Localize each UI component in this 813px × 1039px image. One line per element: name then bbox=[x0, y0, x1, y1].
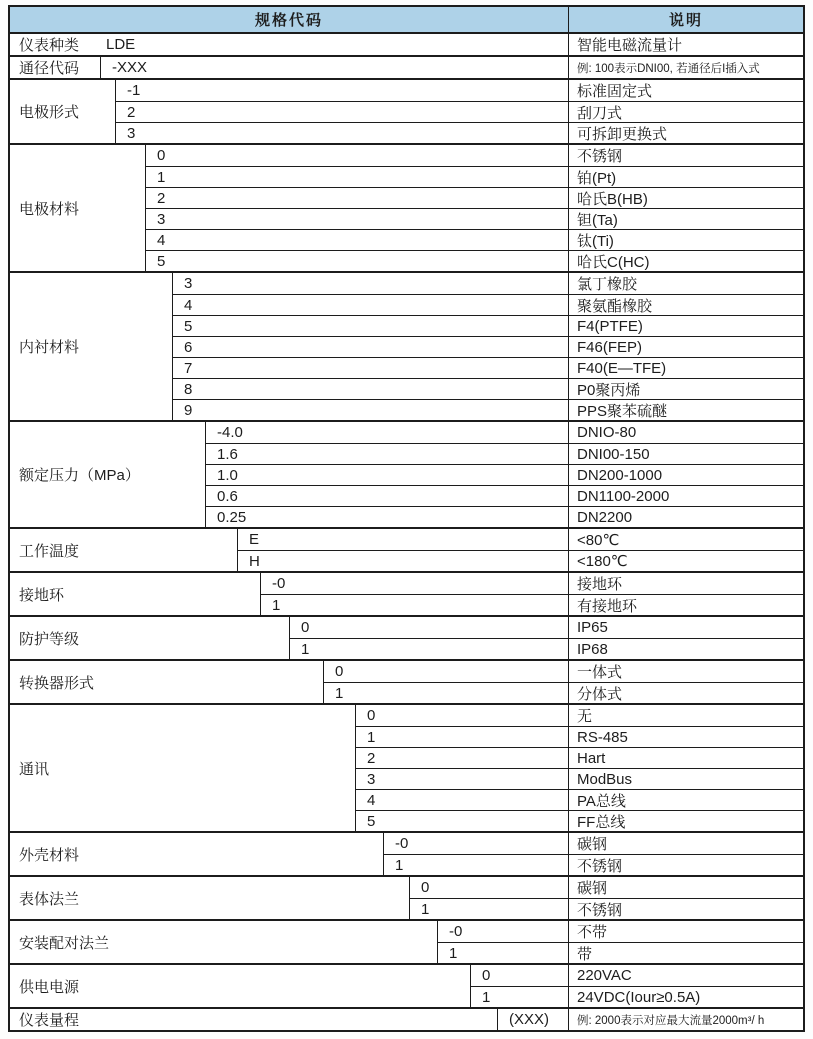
table-body bbox=[10, 34, 803, 1030]
group-label: 安装配对法兰 bbox=[19, 934, 110, 952]
code-cell: 1 bbox=[145, 167, 568, 187]
spec-group bbox=[10, 875, 803, 919]
table-row bbox=[115, 80, 803, 101]
code-cell: 7 bbox=[172, 358, 568, 378]
description-cell: PPS聚苯硫醚 bbox=[568, 400, 803, 420]
group-label: 通径代码 bbox=[19, 60, 80, 77]
code-cell: 2 bbox=[355, 748, 568, 768]
description-cell: IP65 bbox=[568, 617, 803, 638]
table-row bbox=[355, 810, 803, 831]
description-cell: 不锈钢 bbox=[568, 145, 803, 166]
code-cell: 5 bbox=[172, 316, 568, 336]
table-row bbox=[323, 682, 803, 703]
code-cell: E bbox=[237, 529, 568, 550]
spec-group bbox=[10, 615, 803, 659]
description-cell: 分体式 bbox=[568, 683, 803, 703]
table-row bbox=[260, 594, 803, 615]
group-label: 电极形式 bbox=[19, 104, 80, 121]
table-row bbox=[172, 336, 803, 357]
table-row bbox=[355, 726, 803, 747]
spec-group bbox=[10, 143, 803, 271]
code-cell: 0 bbox=[145, 145, 568, 166]
group-label: 电极材料 bbox=[19, 200, 80, 218]
description-cell: 有接地环 bbox=[568, 595, 803, 615]
code-cell: 1 bbox=[470, 987, 568, 1007]
code-cell: 4 bbox=[172, 295, 568, 315]
spec-group bbox=[10, 527, 803, 571]
table-row bbox=[323, 661, 803, 682]
code-cell: -1 bbox=[115, 80, 568, 101]
group-label: 外壳材料 bbox=[19, 846, 80, 864]
code-cell: 4 bbox=[145, 230, 568, 250]
spec-group bbox=[10, 34, 803, 55]
table-row bbox=[145, 145, 803, 166]
table-row bbox=[172, 273, 803, 294]
table-header-row bbox=[10, 7, 803, 34]
code-cell: 9 bbox=[172, 400, 568, 420]
code-cell: 0 bbox=[409, 877, 568, 898]
description-cell: DNIO-80 bbox=[568, 422, 803, 443]
group-rows bbox=[289, 617, 803, 659]
table-row bbox=[470, 986, 803, 1007]
group-label: 通讯 bbox=[19, 760, 50, 778]
group-rows bbox=[409, 877, 803, 919]
spec-group bbox=[10, 420, 803, 527]
table-row bbox=[289, 617, 803, 638]
table-row bbox=[100, 34, 803, 55]
table-row bbox=[409, 877, 803, 898]
description-cell: F4(PTFE) bbox=[568, 316, 803, 336]
group-rows bbox=[115, 80, 803, 143]
code-cell: 1 bbox=[355, 727, 568, 747]
spec-group bbox=[10, 1007, 803, 1030]
table-row bbox=[172, 399, 803, 420]
description-cell: F40(E—TFE) bbox=[568, 358, 803, 378]
code-cell: 3 bbox=[172, 273, 568, 294]
group-label: 表体法兰 bbox=[19, 890, 80, 908]
group-label: 仪表种类 bbox=[19, 37, 80, 54]
description-cell: 钽(Ta) bbox=[568, 209, 803, 229]
group-rows bbox=[323, 661, 803, 703]
table-row bbox=[437, 921, 803, 942]
group-label: 工作温度 bbox=[19, 542, 80, 560]
code-cell: -XXX bbox=[100, 57, 568, 78]
code-cell: 1 bbox=[260, 595, 568, 615]
code-cell: 5 bbox=[355, 811, 568, 831]
description-cell: 聚氨酯橡胶 bbox=[568, 295, 803, 315]
group-rows bbox=[100, 34, 803, 55]
spec-code-table bbox=[8, 5, 805, 1032]
table-row bbox=[409, 898, 803, 919]
code-cell: 0.6 bbox=[205, 486, 568, 506]
code-cell: 3 bbox=[355, 769, 568, 789]
description-cell: DN200-1000 bbox=[568, 465, 803, 485]
code-cell: 6 bbox=[172, 337, 568, 357]
group-rows bbox=[383, 833, 803, 875]
group-label: 转换器形式 bbox=[19, 674, 95, 692]
table-row bbox=[172, 294, 803, 315]
group-label: 防护等级 bbox=[19, 630, 80, 648]
table-row bbox=[205, 422, 803, 443]
table-row bbox=[145, 166, 803, 187]
code-cell: 2 bbox=[145, 188, 568, 208]
code-cell: 1 bbox=[383, 855, 568, 875]
group-rows bbox=[100, 57, 803, 78]
code-cell: 3 bbox=[115, 123, 568, 143]
table-row bbox=[205, 443, 803, 464]
description-cell: 可拆卸更换式 bbox=[568, 123, 803, 143]
spec-group bbox=[10, 271, 803, 420]
group-label: 供电电源 bbox=[19, 978, 80, 996]
description-cell: FF总线 bbox=[568, 811, 803, 831]
description-cell: DN1100-2000 bbox=[568, 486, 803, 506]
spec-group bbox=[10, 963, 803, 1007]
table-row bbox=[237, 529, 803, 550]
code-cell: 0 bbox=[355, 705, 568, 726]
table-row bbox=[205, 506, 803, 527]
spec-group bbox=[10, 831, 803, 875]
group-rows bbox=[205, 422, 803, 527]
description-cell: 碳钢 bbox=[568, 833, 803, 854]
group-label: 仪表量程 bbox=[19, 1012, 80, 1029]
table-row bbox=[205, 464, 803, 485]
description-cell: IP68 bbox=[568, 639, 803, 659]
code-cell: 1 bbox=[289, 639, 568, 659]
code-cell: 1.0 bbox=[205, 465, 568, 485]
header-description: 说明 bbox=[568, 7, 803, 32]
code-cell: -0 bbox=[437, 921, 568, 942]
description-cell: DN2200 bbox=[568, 507, 803, 527]
spec-group bbox=[10, 78, 803, 143]
description-cell: 标准固定式 bbox=[568, 80, 803, 101]
description-cell: PA总线 bbox=[568, 790, 803, 810]
table-row bbox=[383, 833, 803, 854]
description-cell: 刮刀式 bbox=[568, 102, 803, 122]
description-cell: 不锈钢 bbox=[568, 855, 803, 875]
group-label: 内衬材料 bbox=[19, 339, 80, 356]
table-row bbox=[115, 122, 803, 143]
table-row bbox=[205, 485, 803, 506]
description-cell: 氯丁橡胶 bbox=[568, 273, 803, 294]
table-row bbox=[355, 705, 803, 726]
description-cell: 接地环 bbox=[568, 573, 803, 594]
spec-group bbox=[10, 703, 803, 831]
description-cell: <80℃ bbox=[568, 529, 803, 550]
description-cell: P0聚丙烯 bbox=[568, 379, 803, 399]
description-cell: 例: 100表示DNI00, 若通径后I插入式 bbox=[568, 57, 803, 78]
group-label: 接地环 bbox=[19, 586, 65, 604]
group-rows bbox=[470, 965, 803, 1007]
description-cell: 220VAC bbox=[568, 965, 803, 986]
description-cell: ModBus bbox=[568, 769, 803, 789]
description-cell: 钛(Ti) bbox=[568, 230, 803, 250]
spec-group bbox=[10, 659, 803, 703]
table-row bbox=[172, 378, 803, 399]
spec-group bbox=[10, 55, 803, 78]
code-cell: 0 bbox=[289, 617, 568, 638]
description-cell: 24VDC(Iour≥0.5A) bbox=[568, 987, 803, 1007]
group-rows bbox=[145, 145, 803, 271]
group-rows bbox=[172, 273, 803, 420]
description-cell: <180℃ bbox=[568, 551, 803, 571]
description-cell: 带 bbox=[568, 943, 803, 963]
code-cell: 0.25 bbox=[205, 507, 568, 527]
table-row bbox=[145, 250, 803, 271]
description-cell: RS-485 bbox=[568, 727, 803, 747]
description-cell: 不带 bbox=[568, 921, 803, 942]
code-cell: 5 bbox=[145, 251, 568, 271]
description-cell: 一体式 bbox=[568, 661, 803, 682]
table-row bbox=[470, 965, 803, 986]
description-cell: F46(FEP) bbox=[568, 337, 803, 357]
code-cell: 8 bbox=[172, 379, 568, 399]
description-cell: 哈氏C(HC) bbox=[568, 251, 803, 271]
description-cell: DNI00-150 bbox=[568, 444, 803, 464]
code-cell: 2 bbox=[115, 102, 568, 122]
table-row bbox=[383, 854, 803, 875]
table-row bbox=[237, 550, 803, 571]
table-row bbox=[497, 1009, 803, 1030]
table-row bbox=[172, 357, 803, 378]
code-cell: -0 bbox=[383, 833, 568, 854]
description-cell: 不锈钢 bbox=[568, 899, 803, 919]
table-row bbox=[289, 638, 803, 659]
table-row bbox=[355, 768, 803, 789]
code-cell: 4 bbox=[355, 790, 568, 810]
code-cell: 1.6 bbox=[205, 444, 568, 464]
table-row bbox=[115, 101, 803, 122]
group-rows bbox=[437, 921, 803, 963]
code-cell: LDE bbox=[106, 36, 136, 53]
group-rows bbox=[260, 573, 803, 615]
description-cell: Hart bbox=[568, 748, 803, 768]
code-cell: 1 bbox=[323, 683, 568, 703]
code-cell: 1 bbox=[409, 899, 568, 919]
table-row bbox=[145, 208, 803, 229]
table-row bbox=[260, 573, 803, 594]
code-cell: 0 bbox=[323, 661, 568, 682]
code-cell: 3 bbox=[145, 209, 568, 229]
table-row bbox=[355, 747, 803, 768]
spec-group bbox=[10, 571, 803, 615]
table-row bbox=[437, 942, 803, 963]
group-rows bbox=[237, 529, 803, 571]
table-row bbox=[145, 187, 803, 208]
group-label: 额定压力（MPa） bbox=[19, 467, 140, 484]
description-cell: 碳钢 bbox=[568, 877, 803, 898]
description-cell: 例: 2000表示对应最大流量2000m³/ h bbox=[568, 1009, 803, 1030]
group-rows bbox=[497, 1009, 803, 1030]
table-row bbox=[172, 315, 803, 336]
code-cell: 0 bbox=[470, 965, 568, 986]
code-cell: H bbox=[237, 551, 568, 571]
table-row bbox=[355, 789, 803, 810]
code-cell: 1 bbox=[437, 943, 568, 963]
table-row bbox=[100, 57, 803, 78]
description-cell: 铂(Pt) bbox=[568, 167, 803, 187]
group-rows bbox=[355, 705, 803, 831]
code-cell: -4.0 bbox=[205, 422, 568, 443]
header-spec-code: 规格代码 bbox=[254, 12, 323, 29]
code-cell: (XXX) bbox=[497, 1009, 568, 1030]
description-cell: 哈氏B(HB) bbox=[568, 188, 803, 208]
description-cell: 智能电磁流量计 bbox=[568, 34, 803, 55]
table-row bbox=[145, 229, 803, 250]
spec-group bbox=[10, 919, 803, 963]
code-cell: -0 bbox=[260, 573, 568, 594]
description-cell: 无 bbox=[568, 705, 803, 726]
